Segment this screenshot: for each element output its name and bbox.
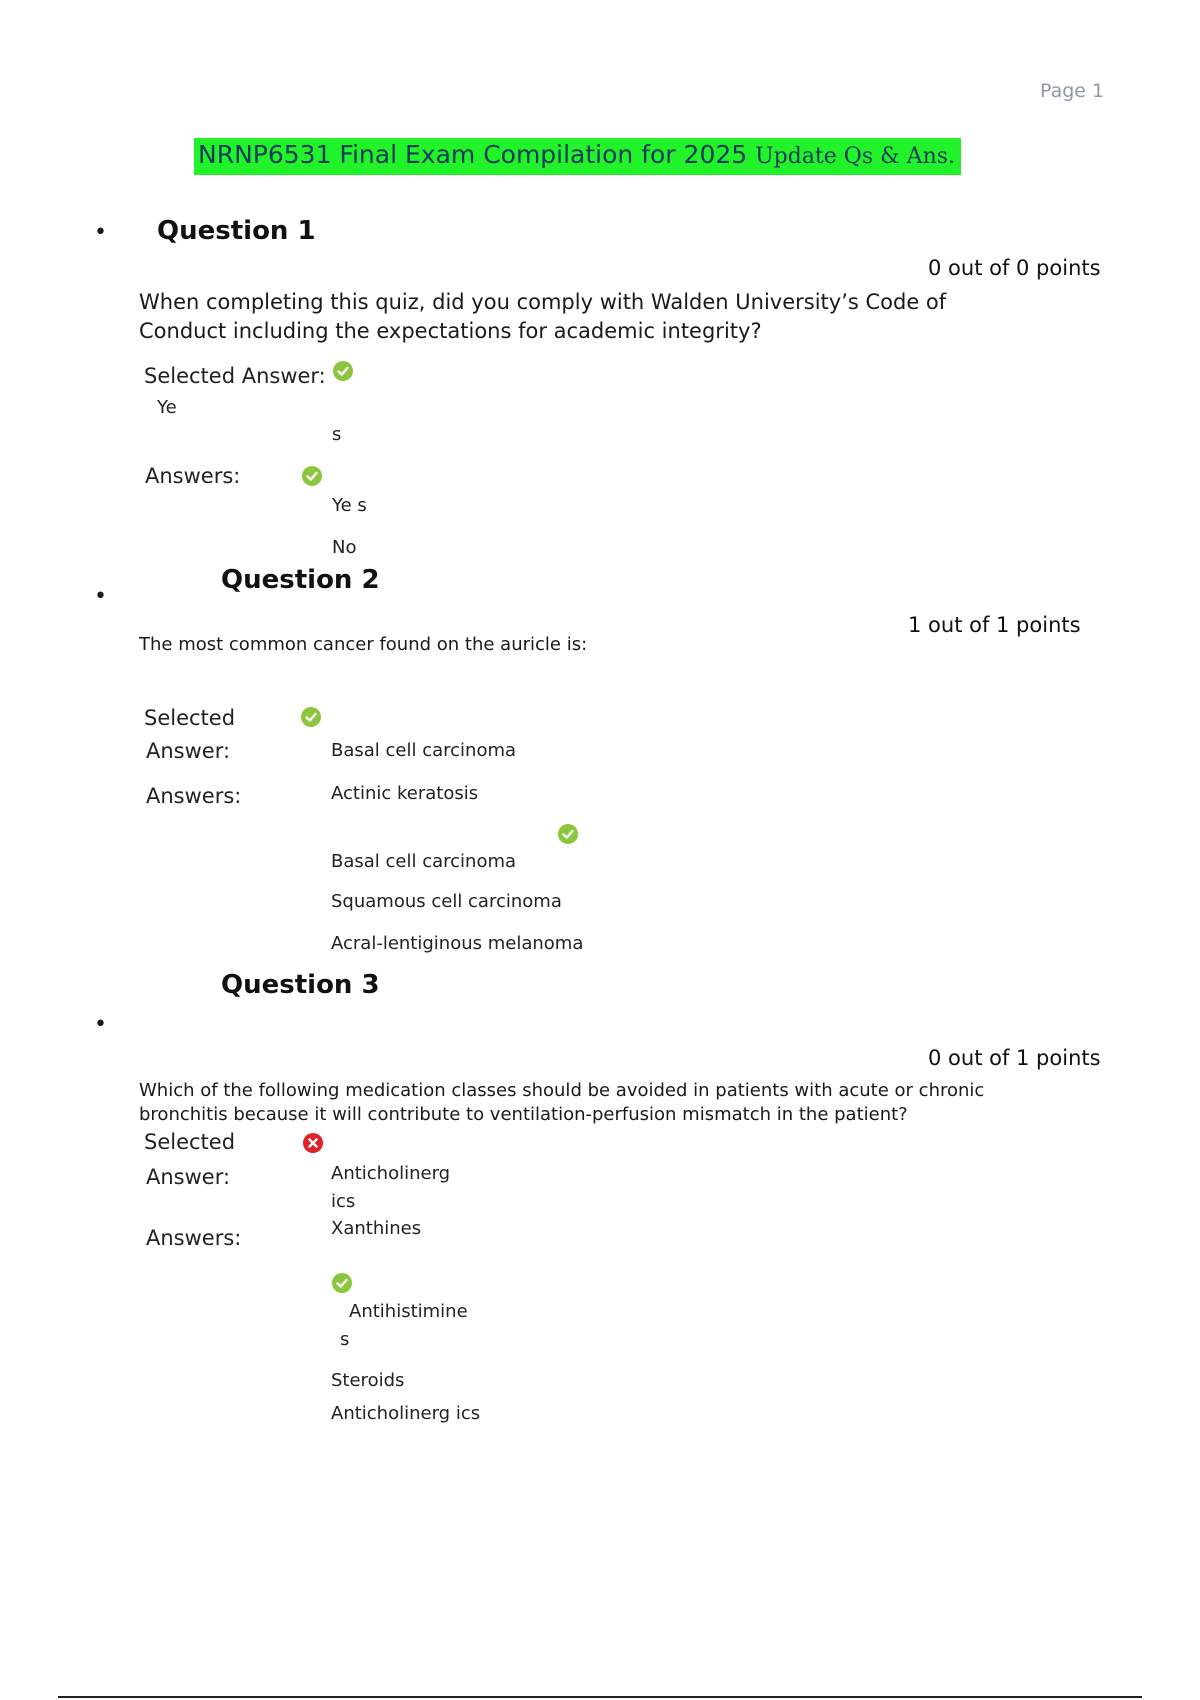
footer-rule — [58, 1696, 1142, 1698]
title-serif-tail: Update Qs & Ans. — [755, 144, 956, 169]
question-2-answer-option: Actinic keratosis — [331, 783, 479, 804]
question-3-answer-option: Antihistimine — [349, 1301, 468, 1322]
question-3-answer-option: s — [340, 1329, 350, 1350]
question-1-selected-answer-part1: Ye — [157, 397, 177, 418]
question-3-selected-answer-line1: Anticholinerg — [331, 1163, 451, 1184]
question-3-selected-label: Selected — [144, 1130, 236, 1154]
x-circle-icon — [303, 1133, 323, 1153]
question-1-selected-label: Selected Answer: — [144, 364, 326, 388]
question-1-text-line2: Conduct including the expectations for academic integrity? — [139, 319, 762, 343]
question-2-selected-label-line2: Answer: — [146, 739, 231, 763]
check-circle-icon — [558, 824, 578, 844]
question-2-selected-label: Selected — [144, 706, 236, 730]
question-3-heading: Question 3 — [221, 970, 380, 1000]
question-2-heading: Question 2 — [221, 565, 380, 595]
question-2-answer-option: Squamous cell carcinoma — [331, 891, 562, 912]
question-3-answer-option: Steroids — [331, 1370, 405, 1391]
question-1-heading: Question 1 — [157, 216, 316, 246]
question-3-text: Which of the following medication classes should be avoided in patients with acute or chronic bronchitis because it will contribute to ventilation-perfusion mismatch in the patient? — [139, 1080, 985, 1125]
question-2-answer-option: Basal cell carcinoma — [331, 851, 517, 872]
question-2-answer-option: Acral-lentiginous melanoma — [331, 933, 584, 954]
check-circle-icon — [332, 1273, 352, 1293]
bullet-q2: • — [94, 584, 107, 609]
title-main: NRNP6531 Final Exam Compilation for 2025 — [198, 140, 756, 169]
question-3-answers-label: Answers: — [146, 1226, 242, 1250]
check-circle-icon — [301, 707, 321, 727]
question-1-selected-answer-part2: s — [332, 424, 342, 445]
document-title — [194, 138, 961, 175]
check-circle-icon — [302, 466, 322, 486]
check-circle-icon — [333, 361, 353, 381]
question-3-selected-answer-line2: ics — [331, 1191, 356, 1212]
question-1-answers-label: Answers: — [145, 464, 241, 488]
question-1-text-line1: When completing this quiz, did you comply with Walden University’s Code of — [139, 290, 947, 314]
question-2-selected-answer: Basal cell carcinoma — [331, 740, 517, 761]
question-3-answer-option: Xanthines — [331, 1218, 422, 1239]
bullet-q3: • — [94, 1012, 107, 1037]
question-2-points: 1 out of 1 points — [908, 613, 1081, 637]
question-3-selected-label-line2: Answer: — [146, 1165, 231, 1189]
question-1-answer-option: No — [332, 537, 357, 558]
question-1-answer-option: Ye s — [332, 495, 367, 516]
question-2-answers-label: Answers: — [146, 784, 242, 808]
page-number: Page 1 — [1040, 80, 1105, 102]
question-2-text: The most common cancer found on the auricle is: — [139, 634, 588, 655]
question-1-points: 0 out of 0 points — [928, 256, 1101, 280]
question-3-points: 0 out of 1 points — [928, 1046, 1101, 1070]
question-3-answer-option: Anticholinerg ics — [331, 1403, 481, 1424]
bullet-q1: • — [94, 220, 107, 245]
